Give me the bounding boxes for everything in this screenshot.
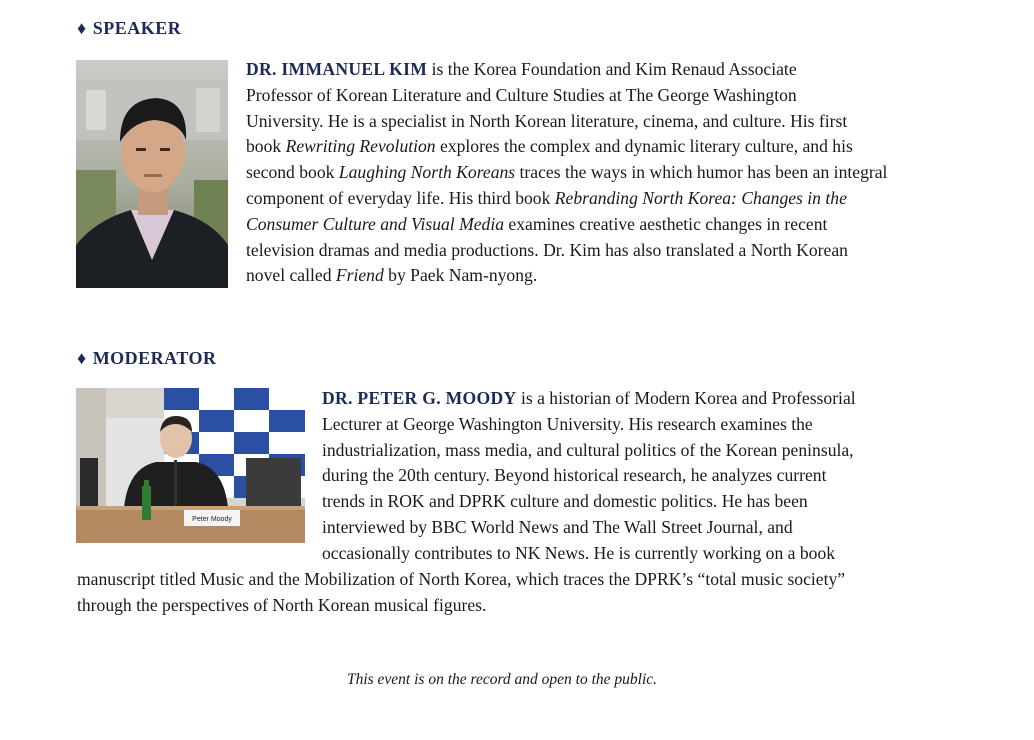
speaker-name: DR. IMMANUEL KIM — [246, 59, 428, 79]
speaker-bio-line: component of everyday life. His third book Rebranding North Korea: Changes in the — [246, 187, 847, 208]
speaker-bio-line: Professor of Korean Literature and Culture Studies at The George Washington — [246, 84, 797, 105]
speaker-bio — [246, 57, 887, 289]
moderator-bio-line: trends in ROK and DPRK culture and domestic politics. He has been — [322, 491, 808, 512]
book-title: Rewriting Revolution — [285, 136, 436, 157]
book-title: Laughing North Koreans — [338, 162, 516, 183]
moderator-bio-line: through the perspectives of North Korean musical figures. — [77, 594, 487, 615]
moderator-name: DR. PETER G. MOODY — [322, 388, 517, 408]
diamond-icon: ♦ — [77, 348, 87, 368]
moderator-bio-line: industrialization, mass media, and cultural politics of the Korean peninsula, — [322, 439, 854, 460]
diamond-icon: ♦ — [77, 18, 87, 38]
speaker-bio-line: Consumer Culture and Visual Media examines creative aesthetic changes in recent — [246, 213, 828, 234]
moderator-bio-line: Lecturer at George Washington University. His research examines the — [322, 413, 813, 434]
moderator-bio-line: DR. PETER G. MOODY is a historian of Modern Korea and Professorial — [322, 388, 856, 408]
moderator-bio-full — [77, 567, 845, 619]
moderator-bio-line: occasionally contributes to NK News. He is currently working on a book — [322, 542, 836, 563]
speaker-bio-line: book Rewriting Revolution explores the complex and dynamic literary culture, and his — [246, 136, 853, 157]
nameplate-text: Peter Moody — [192, 516, 232, 523]
moderator-bio-line: during the 20th century. Beyond historical research, he analyzes current — [322, 465, 827, 486]
moderator-event-image — [76, 388, 305, 543]
moderator-bio-line: interviewed by BBC World News and The Wall Street Journal, and — [322, 516, 793, 537]
moderator-bio-line: manuscript titled Music and the Mobilization of North Korea, which traces the DPRK’s “total music society” — [77, 569, 846, 589]
speaker-portrait-image — [76, 60, 228, 288]
book-title: Friend — [335, 265, 384, 286]
moderator-heading: ♦ MODERATOR — [77, 348, 217, 368]
moderator-photo — [76, 388, 305, 543]
book-title: Rebranding North Korea: Changes in the — [554, 187, 847, 208]
book-title: Consumer Culture and Visual Media — [246, 213, 505, 234]
moderator-bio-right — [322, 386, 856, 567]
speaker-photo — [76, 60, 228, 288]
speaker-bio-line: University. He is a specialist in North Korean literature, cinema, and culture. His first — [246, 110, 848, 131]
speaker-bio-line: television dramas and media productions. Dr. Kim has also translated a North Korean — [246, 239, 848, 260]
speaker-bio-line: DR. IMMANUEL KIM is the Korea Foundation and Kim Renaud Associate — [246, 59, 797, 79]
speaker-bio-line: second book Laughing North Koreans traces the ways in which humor has been an integral — [246, 162, 888, 183]
speaker-bio-line: novel called Friend by Paek Nam-nyong. — [246, 265, 538, 286]
speaker-heading: ♦ SPEAKER — [77, 18, 182, 38]
event-note: This event is on the record and open to the public. — [346, 671, 658, 688]
